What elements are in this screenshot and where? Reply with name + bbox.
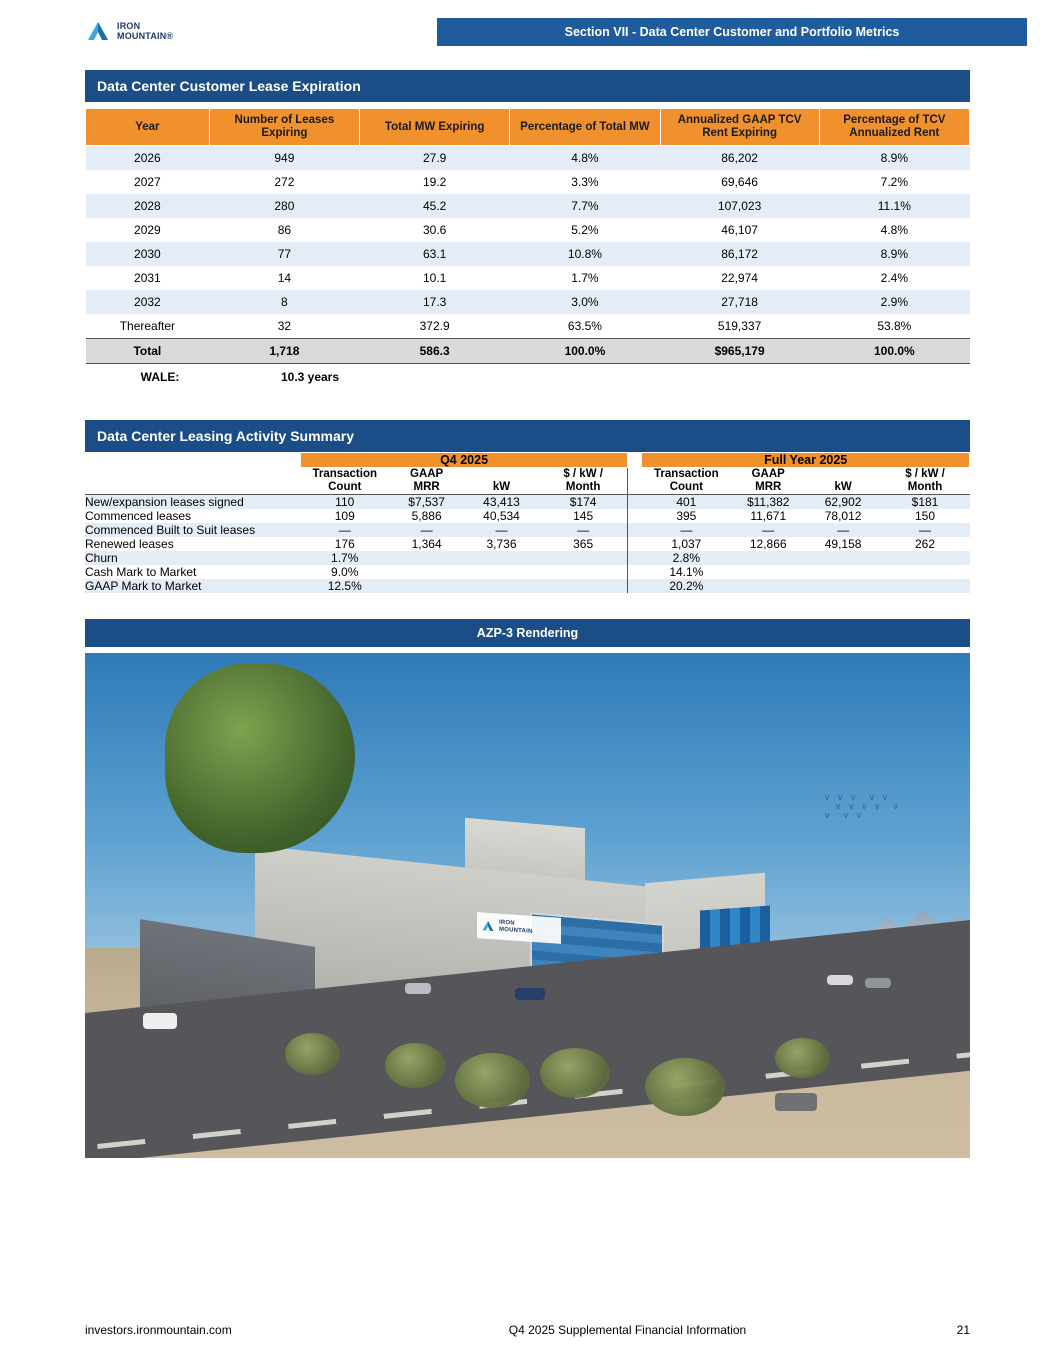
activity-row xyxy=(85,579,970,593)
cell-tcv: 69,646 xyxy=(721,175,758,189)
cell-mw: 372.9 xyxy=(419,319,450,333)
q4-blank-3 xyxy=(539,551,628,565)
row-label: New/expansion leases signed xyxy=(85,495,300,510)
cell-total-mw: 586.3 xyxy=(419,344,450,358)
cell-pct-tcv: 8.9% xyxy=(880,247,908,261)
cell-leases: 14 xyxy=(277,271,292,285)
cell-leases: 272 xyxy=(274,175,295,189)
shrub xyxy=(645,1058,725,1116)
col-gaap-tcv: Annualized GAAP TCV Rent Expiring xyxy=(660,109,819,146)
q4-kw: 43,413 xyxy=(464,495,539,510)
activity-row xyxy=(85,495,970,510)
cell-mw: 27.9 xyxy=(422,151,447,165)
fy-kw: 62,902 xyxy=(806,495,881,510)
shrub xyxy=(455,1053,530,1108)
q4-transaction-count: 110 xyxy=(300,495,389,510)
q4-blank-1 xyxy=(389,551,464,565)
shrub xyxy=(285,1033,340,1075)
activity-row xyxy=(85,537,970,551)
fy-blank-3 xyxy=(881,579,970,593)
cell-total-label: Total xyxy=(133,344,162,358)
logo-wordmark xyxy=(117,21,173,41)
cell-mw: 10.1 xyxy=(422,271,447,285)
fy-blank-3 xyxy=(881,565,970,579)
fy-blank-2 xyxy=(806,579,881,593)
q4-gaap-mtm: 12.5% xyxy=(300,579,389,593)
subheader-fy-kw: kW xyxy=(834,481,852,493)
fy-transaction-count: 401 xyxy=(642,495,731,510)
cell-pct-mw: 3.0% xyxy=(571,295,599,309)
leasing-activity-table-wrap xyxy=(85,452,970,593)
subheader-q4-gaap-mrr: GAAP MRR xyxy=(410,468,444,493)
q4-blank-1 xyxy=(389,565,464,579)
cell-year: 2028 xyxy=(134,199,161,213)
footer-website[interactable]: investors.ironmountain.com xyxy=(85,1323,232,1337)
cell-mw: 30.6 xyxy=(422,223,447,237)
wale-row xyxy=(85,364,970,384)
azp3-rendering-image xyxy=(85,653,970,1158)
fy-transaction-count: — xyxy=(642,523,731,537)
fy-blank-1 xyxy=(731,551,806,565)
cell-pct-tcv: 4.8% xyxy=(880,223,908,237)
car-parked-2 xyxy=(865,978,891,988)
col-pct-tcv: Percentage of TCV Annualized Rent xyxy=(819,109,969,146)
cell-year: Thereafter xyxy=(119,319,176,333)
q4-transaction-count: 109 xyxy=(300,509,389,523)
table-row xyxy=(86,266,970,290)
col-leases-expiring: Number of Leases Expiring xyxy=(209,109,359,146)
fy-transaction-count: 395 xyxy=(642,509,731,523)
col-total-mw: Total MW Expiring xyxy=(360,109,510,146)
period-fy-header: Full Year 2025 xyxy=(642,453,970,468)
cell-pct-mw: 7.7% xyxy=(571,199,599,213)
q4-blank-2 xyxy=(464,565,539,579)
cell-year: 2029 xyxy=(134,223,161,237)
lease-expiration-table-wrap xyxy=(85,108,970,384)
cell-pct-mw: 1.7% xyxy=(571,271,599,285)
q4-dollar-per-kw: — xyxy=(539,523,628,537)
q4-dollar-per-kw: 145 xyxy=(539,509,628,523)
logo-line-1: IRON xyxy=(117,21,141,31)
subheader-q4-transaction-count: Transaction Count xyxy=(312,468,378,493)
q4-churn: 1.7% xyxy=(300,551,389,565)
cell-leases: 280 xyxy=(274,199,295,213)
car-parked xyxy=(827,975,853,985)
fy-dollar-per-kw: $181 xyxy=(881,495,970,510)
q4-gaap-mrr: — xyxy=(389,523,464,537)
car-dark-gray xyxy=(775,1093,817,1111)
cell-pct-tcv: 2.4% xyxy=(880,271,908,285)
subheader-row xyxy=(85,468,970,495)
q4-kw: 3,736 xyxy=(464,537,539,551)
section-banner: Section VII - Data Center Customer and Portfolio Metrics xyxy=(437,18,1027,46)
fy-kw: — xyxy=(806,523,881,537)
fy-gaap-mrr: $11,382 xyxy=(731,495,806,510)
cell-year: 2027 xyxy=(134,175,161,189)
row-label: Commenced Built to Suit leases xyxy=(85,523,300,537)
activity-row xyxy=(85,509,970,523)
car-white xyxy=(143,1013,177,1029)
activity-row xyxy=(85,565,970,579)
car-blue xyxy=(515,988,545,1000)
cell-mw: 19.2 xyxy=(422,175,447,189)
cell-tcv: 86,172 xyxy=(721,247,758,261)
fy-blank-3 xyxy=(881,551,970,565)
q4-cash-mtm: 9.0% xyxy=(300,565,389,579)
q4-blank-2 xyxy=(464,579,539,593)
cell-tcv: 27,718 xyxy=(721,295,758,309)
cell-mw: 45.2 xyxy=(422,199,447,213)
cell-year: 2030 xyxy=(134,247,161,261)
fy-gaap-mrr: 12,866 xyxy=(731,537,806,551)
subheader-fy-transaction-count: Transaction Count xyxy=(654,468,719,493)
row-label: Commenced leases xyxy=(85,509,300,523)
table-row xyxy=(86,146,970,171)
cell-tcv: 107,023 xyxy=(717,199,762,213)
period-header-row xyxy=(85,453,970,468)
fy-dollar-per-kw: 150 xyxy=(881,509,970,523)
fy-dollar-per-kw: 262 xyxy=(881,537,970,551)
leasing-activity-table xyxy=(85,452,970,593)
logo-line-2: MOUNTAIN® xyxy=(117,31,174,41)
cell-tcv: 46,107 xyxy=(721,223,758,237)
row-label: GAAP Mark to Market xyxy=(85,579,300,593)
cell-tcv: 22,974 xyxy=(721,271,758,285)
cell-leases: 32 xyxy=(277,319,292,333)
table-row xyxy=(86,194,970,218)
lease-expiration-title: Data Center Customer Lease Expiration xyxy=(85,70,970,102)
cell-pct-tcv: 2.9% xyxy=(880,295,908,309)
subheader-fy-dollar-per-kw: $ / kW / Month xyxy=(905,468,945,493)
row-label: Churn xyxy=(85,551,300,565)
row-label: Renewed leases xyxy=(85,537,300,551)
q4-kw: — xyxy=(464,523,539,537)
fy-kw: 78,012 xyxy=(806,509,881,523)
fy-gaap-mrr: 11,671 xyxy=(731,509,806,523)
q4-gaap-mrr: 5,886 xyxy=(389,509,464,523)
cell-pct-tcv: 11.1% xyxy=(877,199,911,213)
subheader-q4-kw: kW xyxy=(492,481,511,493)
q4-gaap-mrr: $7,537 xyxy=(389,495,464,510)
cell-leases: 8 xyxy=(281,295,288,309)
cell-year: 2026 xyxy=(134,151,161,165)
footer-title: Q4 2025 Supplemental Financial Information xyxy=(508,1323,747,1337)
table-row xyxy=(86,218,970,242)
cell-pct-tcv: 7.2% xyxy=(880,175,908,189)
footer-page-number: 21 xyxy=(956,1323,970,1337)
table-row xyxy=(86,314,970,339)
fy-transaction-count: 1,037 xyxy=(642,537,731,551)
cell-pct-mw: 4.8% xyxy=(571,151,599,165)
cell-leases: 949 xyxy=(274,151,295,165)
fy-blank-2 xyxy=(806,551,881,565)
fy-dollar-per-kw: — xyxy=(881,523,970,537)
cell-mw: 17.3 xyxy=(422,295,447,309)
cell-pct-tcv: 53.8% xyxy=(877,319,912,333)
cell-tcv: 519,337 xyxy=(717,319,762,333)
fy-kw: 49,158 xyxy=(806,537,881,551)
subheader-q4-dollar-per-kw: $ / kW / Month xyxy=(563,468,603,493)
fy-blank-1 xyxy=(731,565,806,579)
fy-blank-2 xyxy=(806,565,881,579)
cell-pct-mw: 3.3% xyxy=(571,175,599,189)
mountain-icon xyxy=(85,18,111,44)
wale-value: 10.3 years xyxy=(280,370,340,384)
cell-total-pct-mw: 100.0% xyxy=(564,344,606,358)
table-total-row xyxy=(86,339,970,364)
table-row xyxy=(86,290,970,314)
leasing-activity-title: Data Center Leasing Activity Summary xyxy=(85,420,970,452)
building-sign-line-1: IRON xyxy=(499,919,515,927)
cell-tcv: 86,202 xyxy=(721,151,758,165)
q4-kw: 40,534 xyxy=(464,509,539,523)
building-sign-text xyxy=(499,920,532,936)
fy-cash-mtm: 14.1% xyxy=(642,565,731,579)
activity-row xyxy=(85,523,970,537)
q4-transaction-count: 176 xyxy=(300,537,389,551)
iron-mountain-logo xyxy=(85,18,225,44)
cell-pct-tcv: 8.9% xyxy=(880,151,908,165)
row-label: Cash Mark to Market xyxy=(85,565,300,579)
subheader-fy-gaap-mrr: GAAP MRR xyxy=(751,468,785,493)
period-q4-header: Q4 2025 xyxy=(300,453,628,468)
shrub xyxy=(775,1038,830,1078)
q4-dollar-per-kw: 365 xyxy=(539,537,628,551)
cell-leases: 86 xyxy=(277,223,292,237)
col-pct-mw: Percentage of Total MW xyxy=(510,109,660,146)
q4-gaap-mrr: 1,364 xyxy=(389,537,464,551)
col-year: Year xyxy=(86,109,210,146)
cell-pct-mw: 63.5% xyxy=(567,319,602,333)
fy-blank-1 xyxy=(731,579,806,593)
cell-mw: 63.1 xyxy=(422,247,447,261)
q4-dollar-per-kw: $174 xyxy=(539,495,628,510)
q4-blank-3 xyxy=(539,579,628,593)
building-sign-line-2: MOUNTAIN xyxy=(499,926,533,935)
activity-row xyxy=(85,551,970,565)
shrub xyxy=(540,1048,610,1098)
wale-label: WALE: xyxy=(140,370,180,384)
birds-flock: v v v v v v v v v v v v v xyxy=(825,792,902,820)
car-silver xyxy=(405,983,431,994)
lease-expiration-table xyxy=(85,108,970,364)
cell-year: 2031 xyxy=(134,271,161,285)
cell-total-leases: 1,718 xyxy=(269,344,300,358)
table-row xyxy=(86,242,970,266)
shrub xyxy=(385,1043,445,1088)
cell-total-pct-tcv: 100.0% xyxy=(873,344,915,358)
table-header-row xyxy=(86,109,970,146)
cell-year: 2032 xyxy=(134,295,161,309)
fy-churn: 2.8% xyxy=(642,551,731,565)
cell-leases: 77 xyxy=(277,247,292,261)
q4-blank-2 xyxy=(464,551,539,565)
table-row xyxy=(86,170,970,194)
fy-gaap-mrr: — xyxy=(731,523,806,537)
cell-pct-mw: 10.8% xyxy=(567,247,602,261)
q4-blank-1 xyxy=(389,579,464,593)
rendering-title: AZP-3 Rendering xyxy=(85,619,970,647)
page-header xyxy=(0,0,1055,52)
cell-pct-mw: 5.2% xyxy=(571,223,599,237)
fy-gaap-mtm: 20.2% xyxy=(642,579,731,593)
q4-transaction-count: — xyxy=(300,523,389,537)
cell-total-tcv: $965,179 xyxy=(714,344,765,358)
q4-blank-3 xyxy=(539,565,628,579)
page-footer xyxy=(85,1323,970,1337)
